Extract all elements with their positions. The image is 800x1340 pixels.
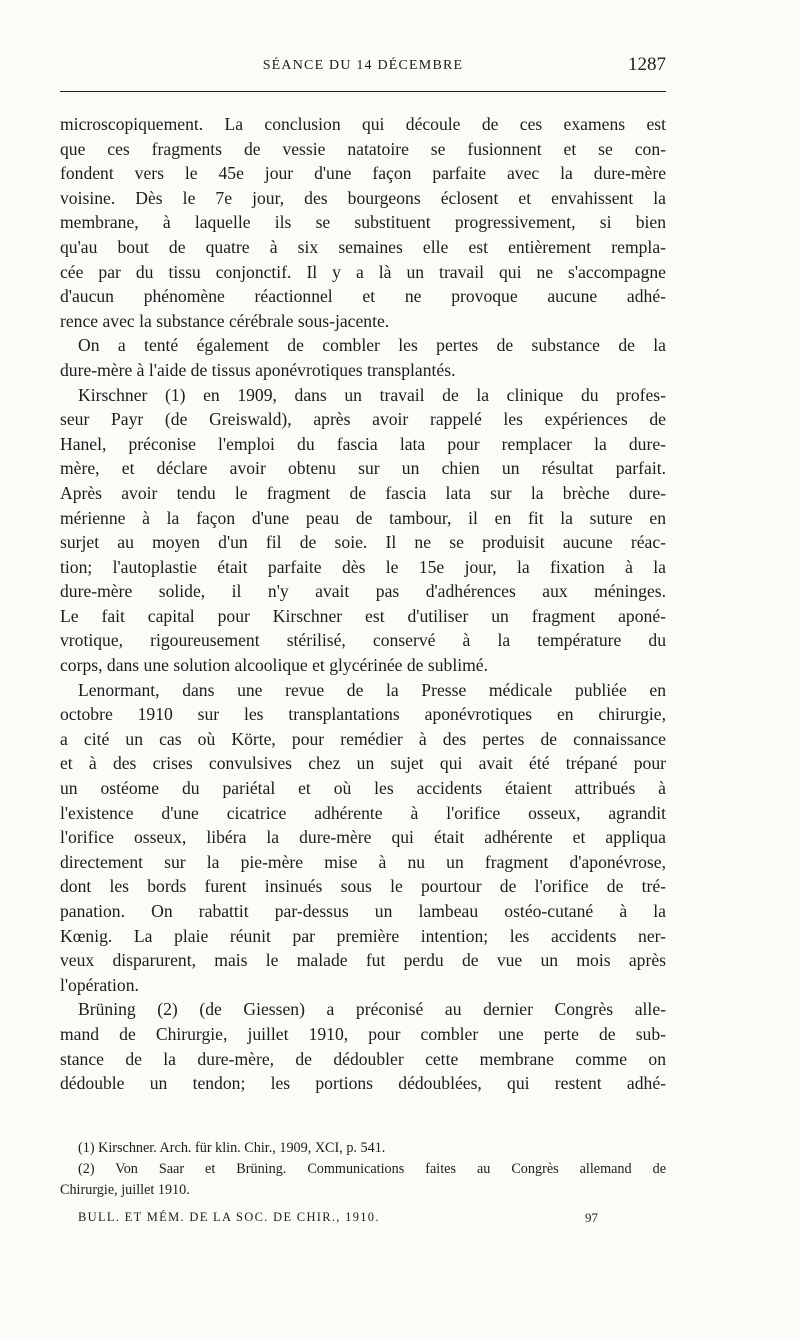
text-line: Kœnig. La plaie réunit par première intention; les accidents ner- — [60, 925, 666, 946]
text-line: Hanel, préconise l'emploi du fascia lata pour remplacer la dure- — [60, 433, 666, 454]
text-line: l'orifice osseux, libéra la dure-mère qui était adhérente et appliqua — [60, 827, 666, 848]
footnote-2-continued: Chirurgie, juillet 1910. — [60, 1182, 190, 1198]
text-line: veux disparurent, mais le malade fut perdu de vue un mois après — [60, 950, 666, 971]
text-line: dure-mère à l'aide de tissus aponévrotiques transplantés. — [60, 359, 456, 380]
text-line: d'aucun phénomène réactionnel et ne provoque aucune adhé- — [60, 286, 666, 307]
text-line: dont les bords furent insinués sous le pourtour de l'orifice de tré- — [60, 876, 666, 897]
signature-text: BULL. ET MÉM. DE LA SOC. DE CHIR., 1910. — [78, 1210, 380, 1224]
text-line: Lenormant, dans une revue de la Presse médicale publiée en — [78, 679, 666, 700]
paragraph-3 — [60, 383, 666, 678]
paragraph-4 — [60, 678, 666, 998]
text-line: l'existence d'une cicatrice adhérente à l'orifice osseux, agrandit — [60, 802, 666, 823]
header-rule — [60, 91, 666, 92]
paragraph-2 — [60, 333, 666, 382]
running-head-title: SÉANCE DU 14 DÉCEMBRE — [262, 58, 464, 73]
text-line: que ces fragments de vessie natatoire se fusionnent et se con- — [60, 138, 666, 159]
text-line: directement sur la pie-mère mise à nu un fragment d'aponévrose, — [60, 851, 666, 872]
text-line: tion; l'autoplastie était parfaite dès le 15e jour, la fixation à la — [60, 556, 666, 577]
text-line: corps, dans une solution alcoolique et glycérinée de sublimé. — [60, 655, 488, 676]
text-line: un ostéome du pariétal et où les accidents étaient attribués à — [60, 778, 666, 799]
signature-line — [78, 1210, 598, 1225]
text-line: mère, et déclare avoir obtenu sur un chien un résultat parfait. — [60, 458, 666, 479]
text-line: surjet au moyen d'un fil de soie. Il ne se produisit aucune réac- — [60, 532, 666, 553]
paragraph-1 — [60, 112, 666, 333]
signature-number: 97 — [585, 1210, 598, 1225]
text-line: dure-mère solide, il n'y avait pas d'adhérences aux méninges. — [60, 581, 666, 602]
text-line: mand de Chirurgie, juillet 1910, pour combler une perte de sub- — [60, 1023, 666, 1044]
text-line: octobre 1910 sur les transplantations aponévrotiques en chirurgie, — [60, 704, 666, 725]
text-line: panation. On rabattit par-dessus un lambeau ostéo-cutané à la — [60, 901, 666, 921]
text-line: qu'au bout de quatre à six semaines elle est entièrement rempla- — [60, 236, 666, 257]
text-line: rence avec la substance cérébrale sous-jacente. — [60, 310, 390, 331]
text-line: dédouble un tendon; les portions dédoublées, qui restent adhé- — [60, 1073, 666, 1094]
text-line: voisine. Dès le 7e jour, des bourgeons éclosent et envahissent la — [60, 187, 666, 208]
text-line: Le fait capital pour Kirschner est d'utiliser un fragment aponé- — [60, 605, 666, 626]
text-line: stance de la dure-mère, de dédoubler cette membrane comme on — [60, 1048, 666, 1069]
footnotes — [60, 1138, 666, 1201]
text-line: Brüning (2) (de Giessen) a préconisé au dernier Congrès alle- — [78, 999, 666, 1020]
text-line: Après avoir tendu le fragment de fascia lata sur la brèche dure- — [60, 482, 666, 503]
text-line: On a tenté également de combler les pertes de substance de la — [78, 335, 666, 356]
running-head — [60, 54, 666, 82]
text-line: cée par du tissu conjonctif. Il y a là un travail qui ne s'accompagne — [60, 261, 666, 282]
page-number: 1287 — [628, 54, 666, 75]
text-line: fondent vers le 45e jour d'une façon parfaite avec la dure-mère — [60, 163, 666, 184]
paragraph-5 — [60, 997, 666, 1095]
body-text — [60, 112, 666, 1096]
text-line: membrane, à laquelle ils se substituent progressivement, si bien — [60, 212, 666, 233]
text-line: l'opération. — [60, 974, 139, 995]
footnote-1: (1) Kirschner. Arch. für klin. Chir., 1909, XCI, p. 541. — [78, 1140, 386, 1156]
text-line: mérienne à la façon d'une peau de tambour, il en fit la suture en — [60, 507, 666, 528]
text-line: seur Payr (de Greiswald), après avoir rappelé les expériences de — [60, 409, 666, 430]
text-line: a cité un cas où Körte, pour remédier à des pertes de connaissance — [60, 728, 666, 749]
text-line: microscopiquement. La conclusion qui découle de ces examens est — [60, 114, 666, 134]
text-line: Kirschner (1) en 1909, dans un travail de la clinique du profes- — [78, 384, 666, 405]
footnote-2: (2) Von Saar et Brüning. Communications faites au Congrès allemand de — [78, 1161, 666, 1177]
text-line: et à des crises convulsives chez un sujet qui avait été trépané pour — [60, 753, 666, 774]
text-line: vrotique, rigoureusement stérilisé, conservé à la température du — [60, 630, 666, 651]
